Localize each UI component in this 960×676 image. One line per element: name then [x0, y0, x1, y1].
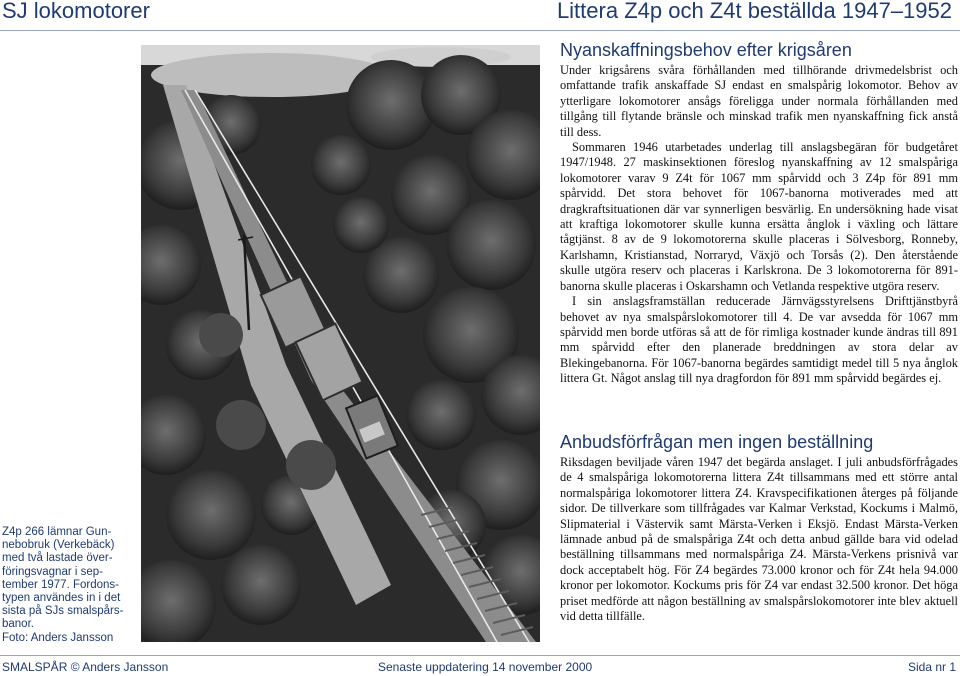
section-title: SJ lokomotorer — [2, 0, 150, 23]
section-heading: Anbudsförfrågan men ingen beställning — [560, 432, 874, 452]
caption-text: Z4p 266 lämnar Gun-nebobruk (Verkebäck) med två lastade över-föringsvagnar i sep-tember 1977. Fordons-typen användes in i det sista på SJs smalspårs-banor. — [2, 526, 124, 631]
paragraph: Riksdagen beviljade våren 1947 det begärda anslaget. I juli anbudsförfrågades de 4 smalspåriga lokomotorerna littera Z4t tillsammans med ett större antal normalspåriga lokomotorer littera Z4. Kravspecifikationen återges på följande sidor. De tillverkare som tillfrågades var Kalmar Verkstad, Kockums i Malmö, Slipmaterial i Västervik samt Märsta-Verken i Eksjö. Endast Märsta-Verken lämnade anbud på de smalspåriga Z4t och detta anbud gällde bara vid odelad beställning tillsammans med normalspåriga Z4. Märsta-Verkens prisnivå var dock acceptabelt hög. För Z4 begärdes 73.000 kronor och för Z4t hela 94.000 kronor per lokomotor. Kockums pris för Z4 var endast 32.500 kronor. Det höga priset medförde att någon beställning av smalspårslokomotorer inte blev aktuell vid detta tillfälle. — [560, 455, 958, 624]
footer-divider — [0, 655, 960, 656]
train-photo — [141, 45, 540, 642]
paragraph: Under krigsårens svåra förhållanden med tillhörande drivmedelsbrist och omfattande trafik anskaffade SJ endast en smalspårig lokomotor. Behov av ytterligare lokomotorer ansågs föreligga under normala förhållanden med tillgång till flytande bränsle och minskad trafik men nyanskaffning fick anstå till dess. — [560, 63, 958, 139]
photo-caption — [2, 526, 134, 645]
section-anbudsforfragan — [560, 432, 958, 624]
paragraph: Sommaren 1946 utarbetades underlag till anslagsbegäran för budgetåret 1947/1948. 27 maskinsektionen föreslog nyanskaffning av 12 smalspåriga lokomotorer varav 9 Z4t för 1067 mm spårvidd och 3 Z4p för 891 mm spårvidd. Det stora behovet för 1067-banorna motiverades med att dragkraftsituationen där var synnerligen besvärlig. En undersökning hade visat att kraftiga lokomotorer skulle kunna ersätta ånglok i växling och lättare tågtjänst. 8 av de 9 lokomotorerna skulle placeras i Sölvesborg, Ronneby, Karlshamn, Kristianstad, Norraryd, Växjö och Torsås (2). Den återstående skulle utgöra reserv och placeras i Karlskrona. De 3 lokomotorerna för 891-banorna skulle placeras i Oskarshamn och Vetlanda respektive utgöra reserv. — [560, 140, 958, 293]
caption-credit: Foto: Anders Jansson — [2, 631, 114, 644]
footer-copyright: SMALSPÅR © Anders Jansson — [2, 660, 169, 674]
page-title: Littera Z4p och Z4t beställda 1947–1952 — [556, 0, 952, 23]
page-number: Sida nr 1 — [907, 660, 956, 674]
train-photo-illustration — [141, 45, 540, 642]
paragraph: I sin anslagsframställan reducerade Järnvägsstyrelsens Drifttjänstbyrå behovet av nya smalspårslokomotorer till 4. De var avsedda för 1067 mm spårvidd men borde utföras så att de för rimliga kostnader kunde ändras till 891 mm spårvidd efter den planerade breddningen av stora delar av Blekingebanorna. För 1067-banorna begärdes samtidigt medel till 5 nya ånglok littera Gt. Något anslag till nya dragfordon för 891 mm spårvidd begärdes ej. — [560, 294, 958, 386]
header-divider — [0, 30, 960, 31]
footer-updated: Senaste uppdatering 14 november 2000 — [378, 660, 593, 674]
section-heading: Nyanskaffningsbehov efter krigsåren — [560, 40, 852, 60]
section-nyanskaffning — [560, 40, 958, 387]
